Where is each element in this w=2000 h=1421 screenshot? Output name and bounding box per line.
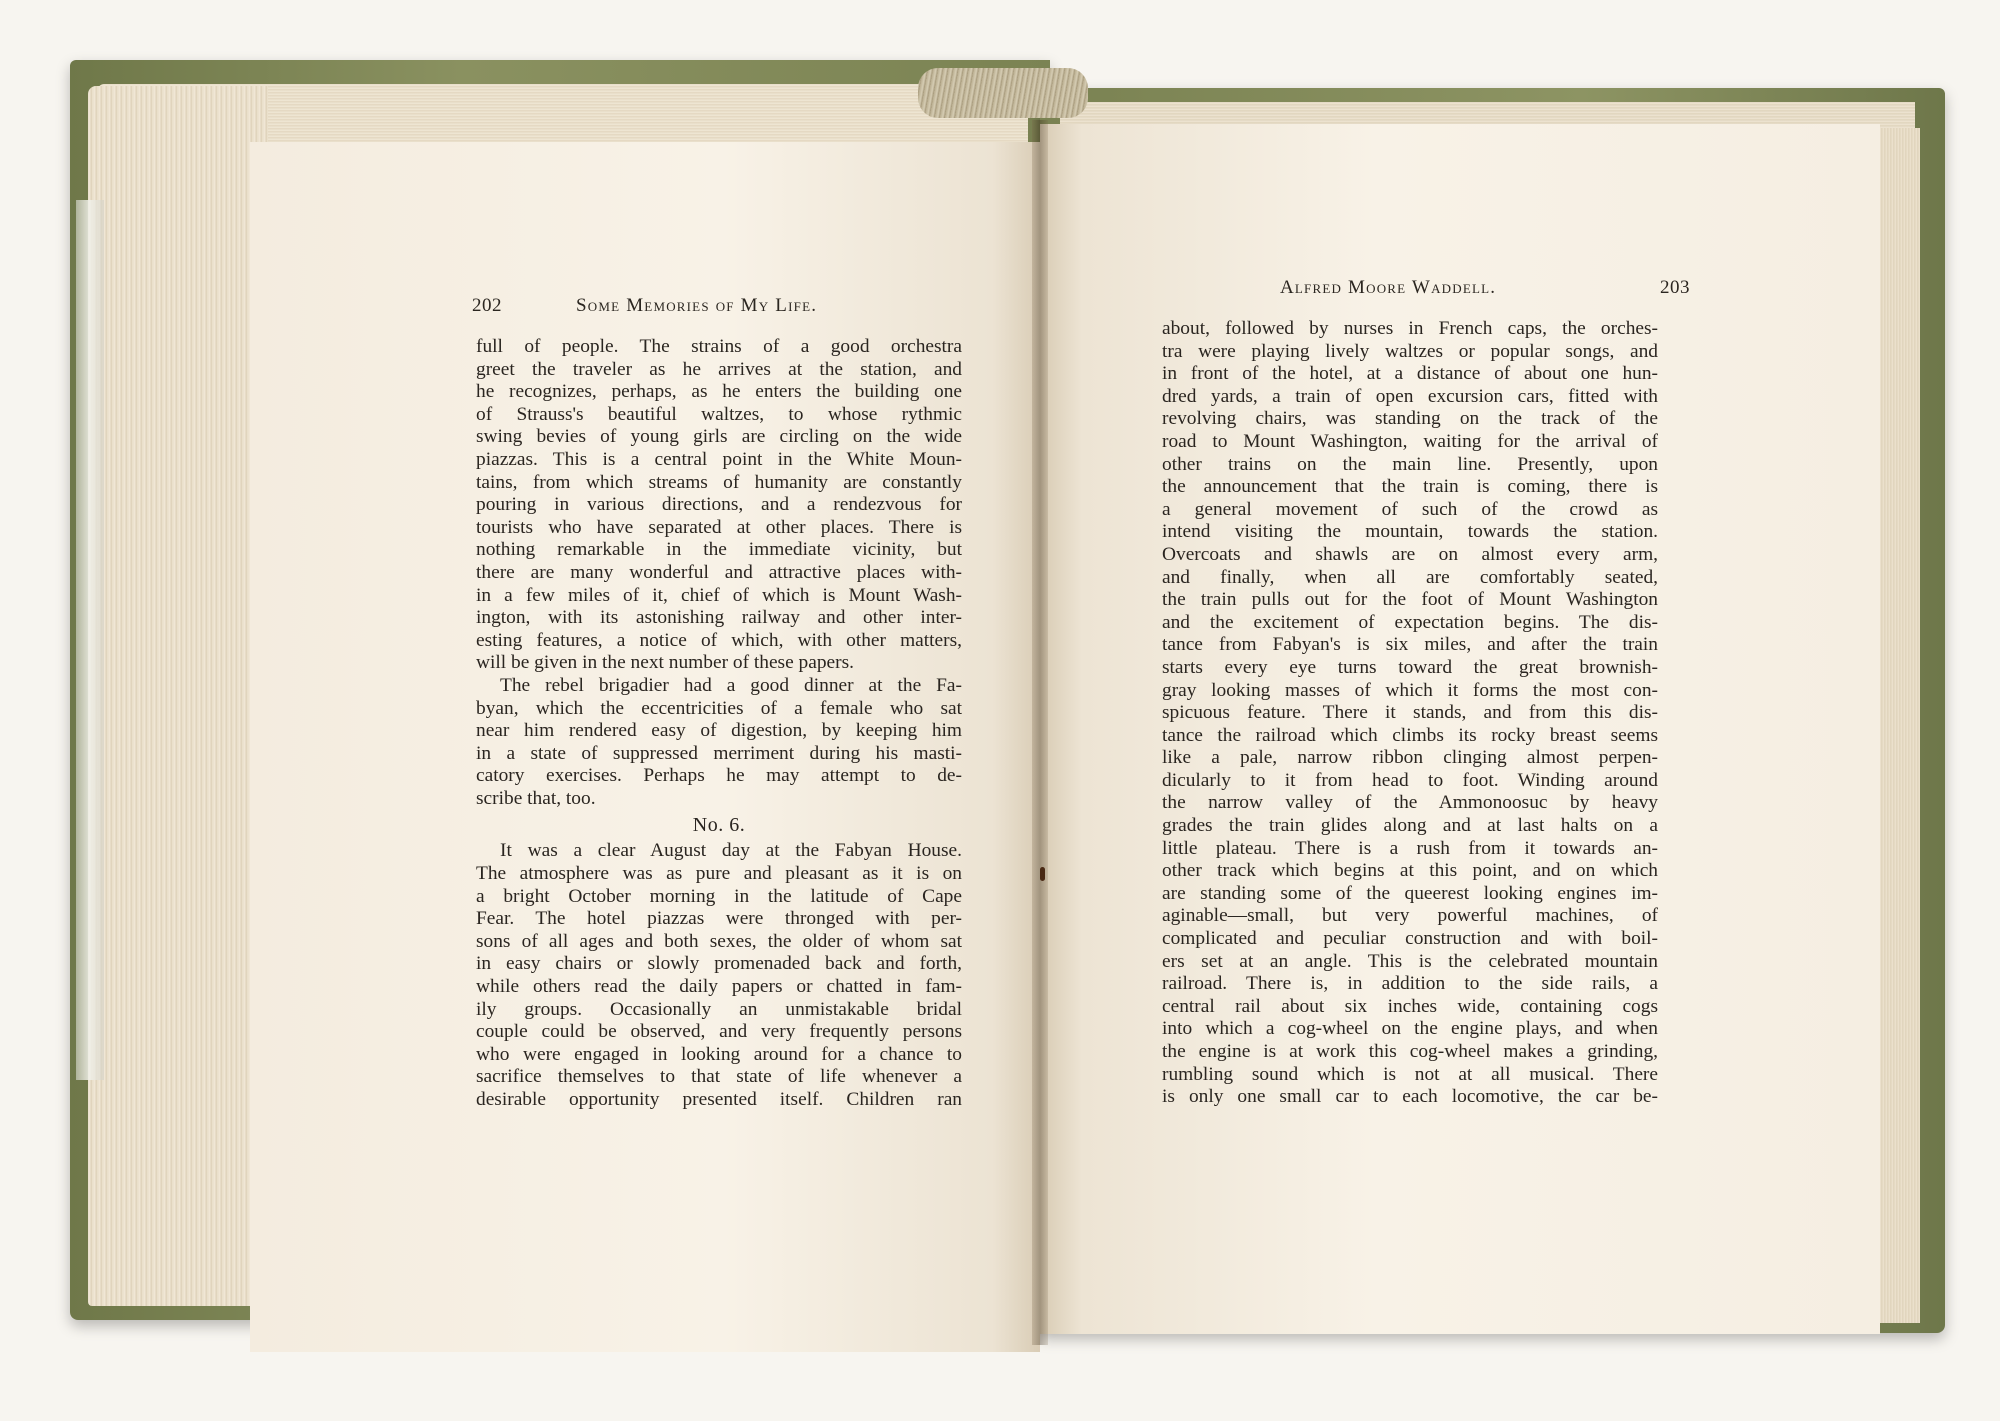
left-text-block bbox=[476, 336, 962, 1112]
ink-smudge bbox=[1040, 867, 1045, 881]
text-line: will be given in the next number of these papers. bbox=[476, 652, 855, 674]
text-line: swing bevies of young girls are circling on the wide bbox=[476, 426, 962, 448]
text-line: dicularly to it from head to foot. Winding around bbox=[1162, 769, 1658, 791]
text-line: a general movement of such of the crowd as bbox=[1162, 498, 1658, 520]
text-line: Overcoats and shawls are on almost every arm, bbox=[1162, 543, 1658, 565]
text-line: rumbling sound which is not at all musical. There bbox=[1162, 1063, 1658, 1085]
text-line: other track which begins at this point, and on which bbox=[1162, 860, 1658, 882]
text-line: is only one small car to each locomotive, the car be- bbox=[1162, 1086, 1658, 1108]
text-line: in easy chairs or slowly promenaded back and forth, bbox=[476, 953, 962, 975]
text-line: tains, from which streams of humanity are constantly bbox=[476, 471, 962, 493]
text-line: tra were playing lively waltzes or popular songs, and bbox=[1162, 340, 1658, 362]
text-line: couple could be observed, and very frequently persons bbox=[476, 1021, 962, 1043]
text-line: byan, which the eccentricities of a female who sat bbox=[476, 697, 962, 719]
text-line: aginable—small, but very powerful machines, of bbox=[1162, 905, 1658, 927]
text-line: piazzas. This is a central point in the White Moun- bbox=[476, 448, 962, 470]
text-line: starts every eye turns toward the great brownish- bbox=[1162, 656, 1658, 678]
text-line: sacrifice themselves to that state of life whenever a bbox=[476, 1066, 962, 1088]
text-line: the announcement that the train is coming, there is bbox=[1162, 476, 1658, 498]
text-line: tance the railroad which climbs its rocky breast seems bbox=[1162, 724, 1658, 746]
text-line: while others read the daily papers or chatted in fam- bbox=[476, 976, 962, 998]
text-line: esting features, a notice of which, with other matters, bbox=[476, 629, 962, 651]
text-line: nothing remarkable in the immediate vicinity, but bbox=[476, 539, 962, 561]
text-line: ily groups. Occasionally an unmistakable bridal bbox=[476, 998, 962, 1020]
book-gutter bbox=[1032, 120, 1048, 1345]
text-line: desirable opportunity presented itself. Children ran bbox=[476, 1089, 962, 1110]
text-line: revolving chairs, was standing on the track of the bbox=[1162, 408, 1658, 430]
text-line: of Strauss's beautiful waltzes, to whose rythmic bbox=[476, 403, 962, 425]
text-line: intend visiting the mountain, towards the station. bbox=[1162, 521, 1658, 543]
text-line: central rail about six inches wide, containing cogs bbox=[1162, 995, 1658, 1017]
text-line: spicuous feature. There it stands, and from this dis- bbox=[1162, 702, 1658, 724]
left-page bbox=[250, 142, 1040, 1352]
right-page bbox=[1040, 124, 1880, 1334]
text-line: greet the traveler as he arrives at the station, and bbox=[476, 358, 962, 380]
running-title: Alfred Moore Waddell. bbox=[1280, 277, 1497, 298]
text-line: ington, with its astonishing railway and other inter- bbox=[476, 607, 962, 629]
text-line: who were engaged in looking around for a chance to bbox=[476, 1043, 962, 1065]
text-line: near him rendered easy of digestion, by keeping him bbox=[476, 720, 962, 742]
repair-tape bbox=[76, 200, 104, 1080]
text-line: the engine is at work this cog-wheel makes a grinding, bbox=[1162, 1041, 1658, 1062]
text-line: tourists who have separated at other places. There is bbox=[476, 516, 962, 538]
text-line: gray looking masses of which it forms the most con- bbox=[1162, 679, 1658, 701]
text-line: in front of the hotel, at a distance of about one hun- bbox=[1162, 363, 1658, 385]
text-line: the narrow valley of the Ammonoosuc by heavy bbox=[1162, 792, 1658, 814]
text-line: in a few miles of it, chief of which is Mount Wash- bbox=[476, 584, 962, 606]
text-line: grades the train glides along and at last halts on a bbox=[1162, 815, 1658, 837]
page-number: 203 bbox=[1660, 277, 1690, 298]
text-line: are standing some of the queerest looking engines im- bbox=[1162, 882, 1658, 904]
text-line: about, followed by nurses in French caps, the orches- bbox=[1162, 318, 1658, 339]
text-line: little plateau. There is a rush from it towards an- bbox=[1162, 837, 1658, 859]
text-line: full of people. The strains of a good orchestra bbox=[476, 336, 962, 357]
text-line: in a state of suppressed merriment during his masti- bbox=[476, 742, 962, 764]
right-text-block bbox=[1162, 318, 1658, 1109]
running-title: Some Memories of My Life. bbox=[576, 295, 818, 316]
text-line: scribe that, too. bbox=[476, 787, 596, 809]
text-line: The atmosphere was as pure and pleasant as it is on bbox=[476, 863, 962, 885]
text-line: pouring in various directions, and a rendezvous for bbox=[476, 494, 962, 516]
text-line: ers set at an angle. This is the celebrated mountain bbox=[1162, 950, 1658, 972]
text-line: railroad. There is, in addition to the side rails, a bbox=[1162, 973, 1658, 995]
page-number: 202 bbox=[472, 295, 502, 316]
text-line: tance from Fabyan's is six miles, and after the train bbox=[1162, 634, 1658, 656]
text-line: there are many wonderful and attractive places with- bbox=[476, 561, 962, 583]
text-line: the train pulls out for the foot of Mount Washington bbox=[1162, 589, 1658, 611]
text-line: The rebel brigadier had a good dinner at the Fa- bbox=[500, 674, 962, 696]
text-line: sons of all ages and both sexes, the older of whom sat bbox=[476, 930, 962, 952]
text-line: like a pale, narrow ribbon clinging almost perpen- bbox=[1162, 747, 1658, 769]
text-line: It was a clear August day at the Fabyan House. bbox=[500, 840, 962, 862]
section-heading: No. 6. bbox=[692, 814, 746, 837]
text-line: a bright October morning in the latitude of Cape bbox=[476, 885, 962, 907]
spine-binding bbox=[918, 68, 1088, 118]
text-line: into which a cog-wheel on the engine plays, and when bbox=[1162, 1018, 1658, 1040]
text-line: other trains on the main line. Presently, upon bbox=[1162, 453, 1658, 475]
text-line: he recognizes, perhaps, as he enters the building one bbox=[476, 381, 962, 403]
text-line: complicated and peculiar construction and with boil- bbox=[1162, 928, 1658, 950]
text-line: and finally, when all are comfortably seated, bbox=[1162, 566, 1658, 588]
text-line: road to Mount Washington, waiting for the arrival of bbox=[1162, 430, 1658, 452]
text-line: dred yards, a train of open excursion cars, fitted with bbox=[1162, 385, 1658, 407]
text-line: Fear. The hotel piazzas were thronged with per- bbox=[476, 908, 962, 930]
text-line: catory exercises. Perhaps he may attempt to de- bbox=[476, 765, 962, 787]
page-edges-left bbox=[88, 86, 268, 1306]
text-line: and the excitement of expectation begins. The dis- bbox=[1162, 611, 1658, 633]
